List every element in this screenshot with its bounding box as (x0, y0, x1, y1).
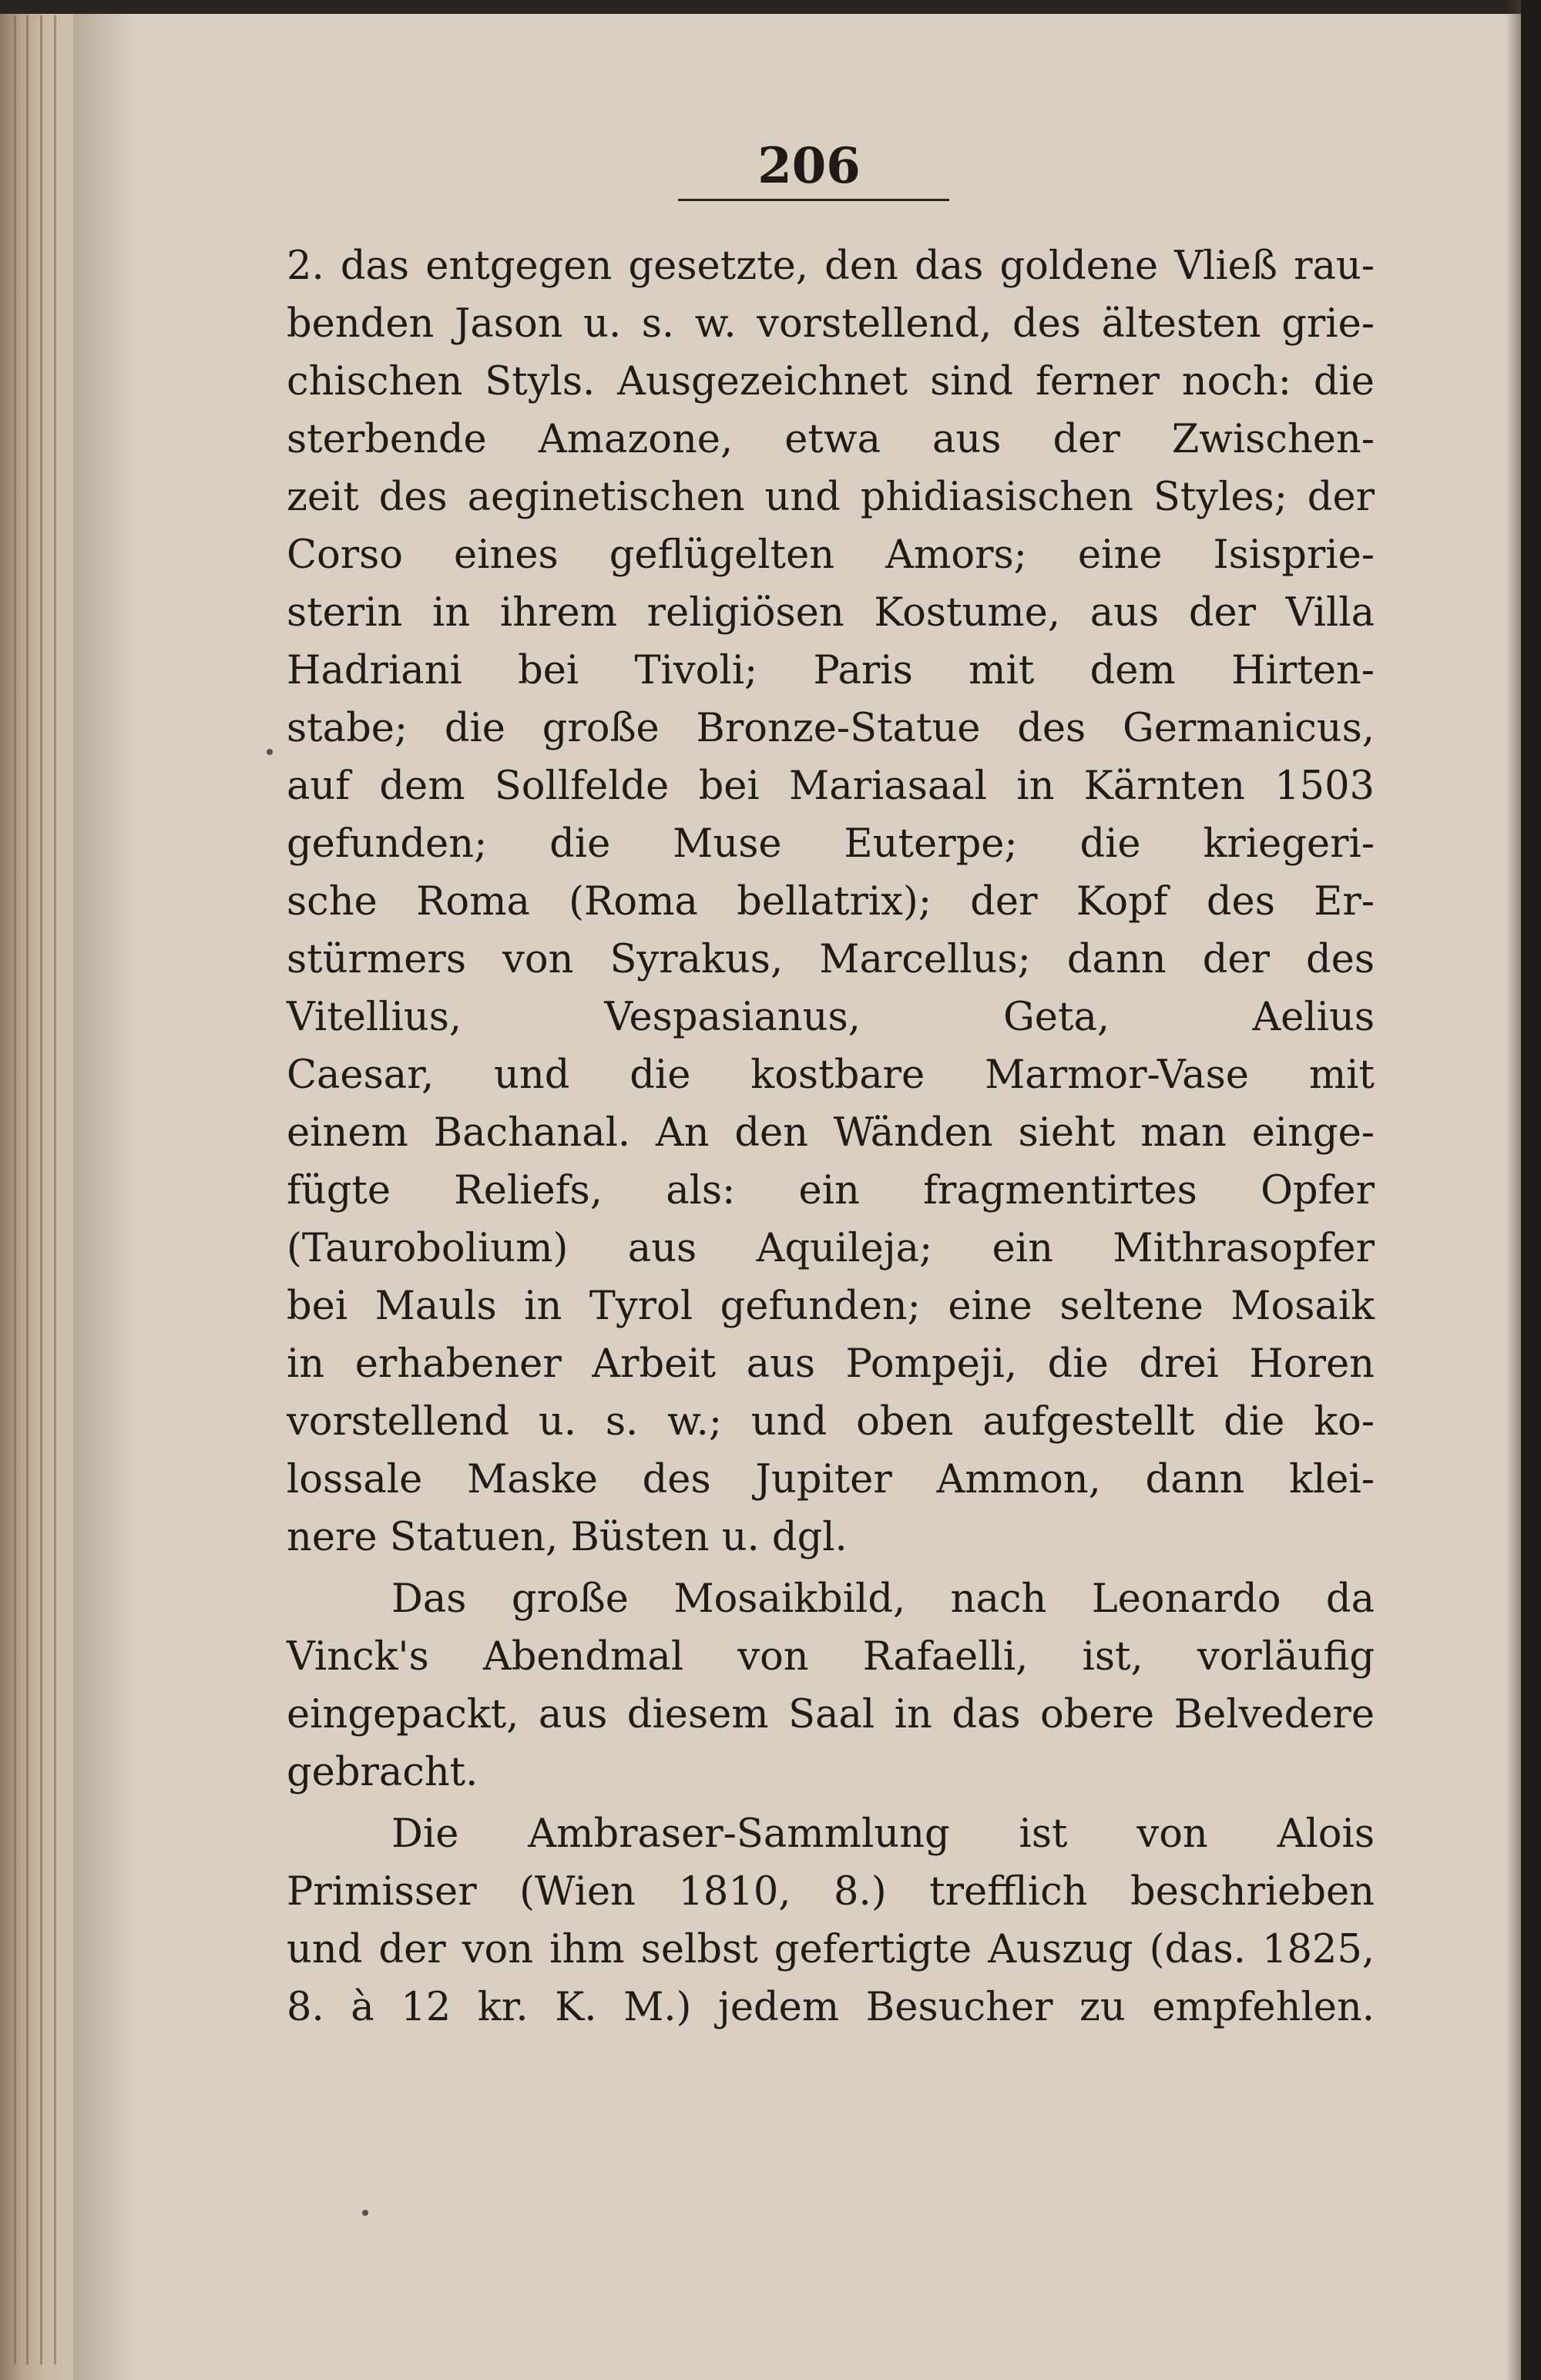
text-line: in erhabener Arbeit aus Pompeji, die drei Horen (287, 1341, 1375, 1387)
right-edge (1521, 0, 1541, 2380)
text-line: fügte Reliefs, als: ein fragmentirtes Opfer (287, 1168, 1375, 1213)
ink-speck (267, 749, 273, 755)
page-edges-left (0, 0, 73, 2380)
text-line: lossale Maske des Jupiter Ammon, dann klei- (287, 1457, 1375, 1502)
text-line: eingepackt, aus diesem Saal in das obere Belvedere (287, 1692, 1375, 1737)
text-line: einem Bachanal. An den Wänden sieht man einge- (287, 1110, 1375, 1156)
ink-speck (362, 2210, 368, 2216)
text-line: Das große Mosaikbild, nach Leonardo da (391, 1576, 1375, 1622)
text-line: Caesar, und die kostbare Marmor-Vase mit (287, 1052, 1375, 1098)
text-line: stabe; die große Bronze-Statue des Germanicus, (287, 706, 1375, 751)
text-line: benden Jason u. s. w. vorstellend, des ältesten grie- (287, 301, 1375, 347)
text-line: bei Mauls in Tyrol gefunden; eine seltene Mosaik (287, 1284, 1375, 1329)
page-edge-line (40, 15, 42, 2365)
text-line: Hadriani bei Tivoli; Paris mit dem Hirten- (287, 648, 1375, 693)
text-line: gebracht. (287, 1750, 478, 1795)
page-edge-line (26, 15, 29, 2365)
right-edge-shadow (1506, 0, 1521, 2380)
text-line: sche Roma (Roma bellatrix); der Kopf des Er- (287, 879, 1375, 925)
page-edge-line (54, 15, 56, 2365)
text-line: sterbende Amazone, etwa aus der Zwischen- (287, 417, 1375, 462)
text-line: nere Statuen, Büsten u. dgl. (287, 1515, 848, 1560)
text-line: Primisser (Wien 1810, 8.) trefflich beschrieben (287, 1869, 1375, 1915)
top-edge (0, 0, 1541, 14)
page-edge-line (14, 15, 16, 2365)
text-line: Vitellius, Vespasianus, Geta, Aelius (287, 995, 1375, 1040)
text-line: (Taurobolium) aus Aquileja; ein Mithrasopfer (287, 1226, 1375, 1271)
page-number: 206 (757, 137, 861, 195)
text-line: Die Ambraser-Sammlung ist von Alois (391, 1811, 1375, 1857)
text-line: zeit des aeginetischen und phidiasischen Styles; der (287, 475, 1375, 520)
text-line: sterin in ihrem religiösen Kostume, aus der Villa (287, 590, 1375, 636)
text-line: Corso eines geflügelten Amors; eine Isispriе- (287, 532, 1375, 578)
text-line: 2. das entgegen gesetzte, den das goldene Vließ rau- (287, 243, 1375, 289)
text-line: 8. à 12 kr. K. M.) jedem Besucher zu empfehlen. (287, 1985, 1375, 2030)
header-rule (678, 199, 949, 201)
text-line: vorstellend u. s. w.; und oben aufgestellt die ko- (287, 1399, 1375, 1445)
text-line: stürmers von Syrakus, Marcellus; dann der des (287, 937, 1375, 982)
text-line: und der von ihm selbst gefertigte Auszug (das. 1825, (287, 1927, 1375, 1972)
text-line: chischen Styls. Ausgezeichnet sind ferner noch: die (287, 359, 1375, 404)
text-line: gefunden; die Muse Euterpe; die kriegeri- (287, 821, 1375, 867)
text-line: Vinck's Abendmal von Rafaelli, ist, vorläufig (287, 1634, 1375, 1680)
gutter-shadow (73, 0, 135, 2380)
text-line: auf dem Sollfelde bei Mariasaal in Kärnten 1503 (287, 764, 1375, 809)
